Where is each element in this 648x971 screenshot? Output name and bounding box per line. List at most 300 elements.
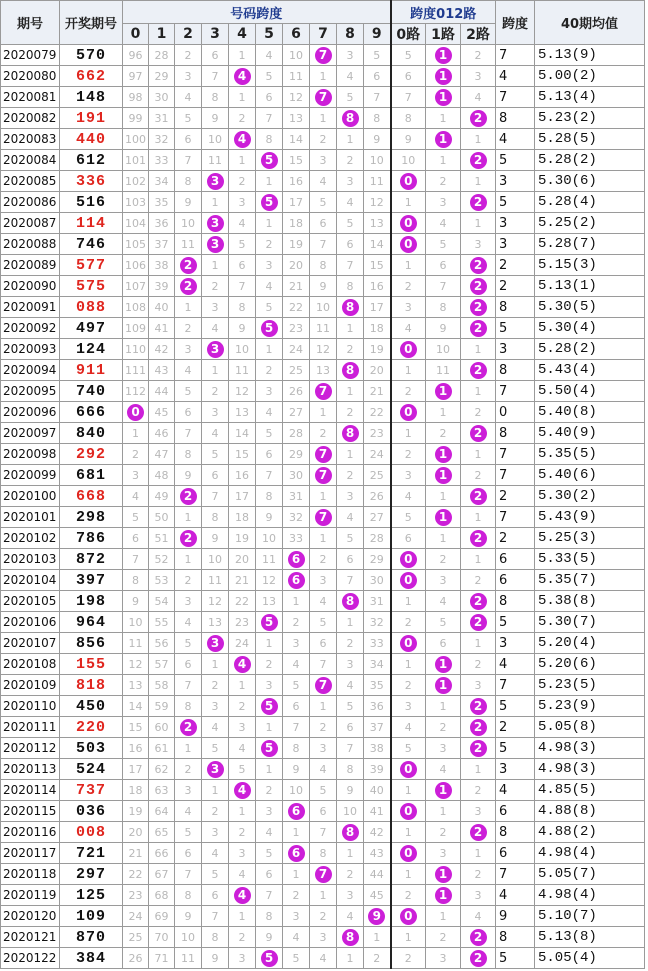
header-digit-9: 9: [364, 24, 391, 45]
span-digit-cell: [149, 696, 175, 717]
span-digit-cell: [283, 444, 310, 465]
span-digit-cell: [256, 528, 283, 549]
period-cell: 2020094: [1, 360, 60, 381]
avg-value-cell: 5.05(7): [535, 864, 645, 885]
draw-number-cell: 681: [60, 465, 123, 486]
route-cell: [391, 423, 426, 444]
span-digit-cell: [175, 213, 202, 234]
span-digit-cell: [229, 864, 256, 885]
omission-count: 5: [265, 69, 273, 83]
omission-count: 1: [346, 447, 354, 461]
route-omission-count: 3: [439, 951, 447, 965]
span-digit-cell: [175, 129, 202, 150]
span-digit-cell: [202, 402, 229, 423]
route-cell: [391, 549, 426, 570]
span-digit-cell: [175, 360, 202, 381]
span-value-cell: 4: [496, 780, 535, 801]
omission-count: 2: [238, 699, 246, 713]
span-digit-cell: [123, 927, 149, 948]
header-digit-6: 6: [283, 24, 310, 45]
span-digit-cell: [256, 633, 283, 654]
omission-count: 2: [319, 909, 327, 923]
span-value-cell: 4: [496, 129, 535, 150]
omission-count: 11: [369, 174, 384, 188]
span-digit-cell: [123, 948, 149, 969]
span-hit-ball: 4: [234, 68, 251, 85]
route-cell: [461, 801, 496, 822]
route-omission-count: 2: [474, 573, 482, 587]
route-hit-ball: 2: [470, 362, 487, 379]
span-digit-cell: [310, 360, 337, 381]
route-hit-ball: 1: [435, 383, 452, 400]
route-hit-ball: 1: [435, 68, 452, 85]
span-digit-cell: [175, 549, 202, 570]
route-cell: [426, 612, 461, 633]
omission-count: 1: [211, 195, 219, 209]
span-digit-cell: [202, 864, 229, 885]
span-digit-cell: [175, 612, 202, 633]
omission-count: 1: [265, 762, 273, 776]
route-cell: [426, 360, 461, 381]
omission-count: 1: [346, 615, 354, 629]
span-digit-cell: [123, 318, 149, 339]
omission-count: 23: [235, 615, 249, 629]
omission-count: 62: [154, 762, 169, 776]
span-digit-cell: [149, 570, 175, 591]
period-cell: 2020088: [1, 234, 60, 255]
route-cell: [391, 171, 426, 192]
span-hit-ball: 5: [261, 614, 278, 631]
span-digit-cell: [283, 927, 310, 948]
route-cell: [426, 129, 461, 150]
span-digit-cell: [364, 801, 391, 822]
omission-count: 9: [265, 930, 273, 944]
table-row: [1, 129, 645, 150]
span-digit-cell: [149, 591, 175, 612]
route-omission-count: 2: [474, 405, 482, 419]
span-digit-cell: [310, 570, 337, 591]
omission-count: 49: [154, 489, 169, 503]
omission-count: 44: [369, 867, 384, 881]
table-row: [1, 87, 645, 108]
span-value-cell: 8: [496, 822, 535, 843]
route-cell: [461, 339, 496, 360]
span-digit-cell: [229, 87, 256, 108]
omission-count: 1: [238, 804, 246, 818]
omission-count: 3: [265, 384, 273, 398]
omission-count: 28: [289, 426, 303, 440]
span-digit-cell: [202, 45, 229, 66]
span-hit-ball: 2: [180, 257, 197, 274]
span-digit-cell: [364, 444, 391, 465]
omission-count: 7: [319, 825, 327, 839]
span-digit-cell: [229, 423, 256, 444]
omission-count: 32: [154, 132, 169, 146]
route-cell: [391, 381, 426, 402]
span-digit-cell: [149, 675, 175, 696]
omission-count: 9: [265, 510, 273, 524]
span-digit-cell: [149, 276, 175, 297]
table-row: [1, 549, 645, 570]
span-digit-cell: [337, 570, 364, 591]
span-digit-cell: [149, 66, 175, 87]
period-cell: 2020106: [1, 612, 60, 633]
span-digit-cell: [229, 759, 256, 780]
period-cell: 2020116: [1, 822, 60, 843]
omission-count: 4: [132, 489, 139, 503]
omission-count: 5: [184, 111, 192, 125]
omission-count: 9: [211, 531, 219, 545]
span-digit-cell: [149, 612, 175, 633]
span-digit-cell: [364, 570, 391, 591]
omission-count: 6: [346, 720, 354, 734]
span-digit-cell: [256, 171, 283, 192]
span-digit-cell: [364, 717, 391, 738]
span-digit-cell: [337, 780, 364, 801]
span-digit-cell: [310, 171, 337, 192]
span-digit-cell: [256, 738, 283, 759]
period-cell: 2020111: [1, 717, 60, 738]
route-omission-count: 4: [404, 489, 412, 503]
route-omission-count: 1: [474, 132, 482, 146]
span-digit-cell: [229, 549, 256, 570]
route-omission-count: 9: [404, 132, 412, 146]
span-digit-cell: [364, 402, 391, 423]
span-hit-ball: 6: [288, 845, 305, 862]
span-digit-cell: [202, 801, 229, 822]
omission-count: 6: [319, 804, 327, 818]
omission-count: 6: [211, 468, 219, 482]
route-cell: [461, 906, 496, 927]
omission-count: 27: [369, 510, 384, 524]
span-digit-cell: [364, 927, 391, 948]
route-hit-ball: 2: [470, 593, 487, 610]
span-digit-cell: [337, 843, 364, 864]
span-digit-cell: [283, 633, 310, 654]
span-digit-cell: [123, 486, 149, 507]
omission-count: 2: [346, 468, 354, 482]
omission-count: 2: [319, 132, 327, 146]
span-digit-cell: [337, 192, 364, 213]
span-digit-cell: [310, 927, 337, 948]
span-digit-cell: [123, 360, 149, 381]
omission-count: 7: [319, 657, 327, 671]
span-digit-cell: [256, 486, 283, 507]
span-digit-cell: [364, 696, 391, 717]
omission-count: 7: [184, 867, 192, 881]
route-hit-ball: 0: [400, 803, 417, 820]
span-hit-ball: 4: [234, 131, 251, 148]
span-digit-cell: [256, 801, 283, 822]
omission-count: 13: [316, 363, 330, 377]
span-digit-cell: [202, 213, 229, 234]
omission-count: 1: [238, 909, 246, 923]
span-value-cell: 9: [496, 906, 535, 927]
omission-count: 36: [369, 699, 384, 713]
avg-value-cell: 5.40(9): [535, 423, 645, 444]
span-digit-cell: [175, 318, 202, 339]
span-digit-cell: [310, 297, 337, 318]
omission-count: 8: [346, 762, 354, 776]
omission-count: 4: [319, 594, 327, 608]
omission-count: 31: [154, 111, 169, 125]
route-omission-count: 6: [404, 69, 412, 83]
span-hit-ball: 9: [368, 908, 385, 925]
span-digit-cell: [175, 297, 202, 318]
span-hit-ball: 7: [315, 467, 332, 484]
span-digit-cell: [283, 297, 310, 318]
omission-count: 19: [235, 531, 249, 545]
span-digit-cell: [364, 276, 391, 297]
draw-number-cell: 740: [60, 381, 123, 402]
route-hit-ball: 2: [470, 299, 487, 316]
span-digit-cell: [123, 759, 149, 780]
span-digit-cell: [364, 843, 391, 864]
route-omission-count: 1: [474, 636, 482, 650]
span-digit-cell: [229, 906, 256, 927]
span-digit-cell: [283, 318, 310, 339]
route-cell: [426, 339, 461, 360]
span-digit-cell: [175, 339, 202, 360]
span-digit-cell: [202, 822, 229, 843]
route-cell: [426, 717, 461, 738]
omission-count: 19: [289, 237, 303, 251]
omission-count: 16: [128, 741, 143, 755]
omission-count: 10: [208, 552, 222, 566]
span-digit-cell: [202, 129, 229, 150]
omission-count: 12: [128, 657, 143, 671]
omission-count: 7: [265, 111, 273, 125]
span-digit-cell: [175, 738, 202, 759]
omission-count: 3: [292, 636, 300, 650]
draw-number-cell: 125: [60, 885, 123, 906]
route-cell: [391, 339, 426, 360]
omission-count: 7: [265, 888, 273, 902]
span-digit-cell: [123, 675, 149, 696]
span-digit-cell: [310, 654, 337, 675]
omission-count: 1: [265, 342, 273, 356]
span-digit-cell: [175, 276, 202, 297]
span-digit-cell: [123, 654, 149, 675]
omission-count: 22: [289, 300, 303, 314]
omission-count: 25: [289, 363, 303, 377]
avg-value-cell: 5.43(9): [535, 507, 645, 528]
route-omission-count: 2: [404, 615, 412, 629]
omission-count: 7: [292, 720, 300, 734]
omission-count: 55: [154, 615, 169, 629]
span-digit-cell: [364, 87, 391, 108]
span-digit-cell: [337, 381, 364, 402]
omission-count: 4: [265, 48, 273, 62]
span-digit-cell: [175, 780, 202, 801]
route-omission-count: 1: [404, 867, 412, 881]
span-digit-cell: [175, 465, 202, 486]
omission-count: 56: [154, 636, 169, 650]
span-digit-cell: [337, 486, 364, 507]
omission-count: 9: [184, 195, 192, 209]
omission-count: 14: [128, 699, 143, 713]
route-omission-count: 8: [404, 111, 412, 125]
route-hit-ball: 0: [400, 215, 417, 232]
draw-number-cell: 721: [60, 843, 123, 864]
span-digit-cell: [202, 318, 229, 339]
table-row: [1, 192, 645, 213]
omission-count: 6: [346, 237, 354, 251]
omission-count: 32: [369, 615, 384, 629]
omission-count: 7: [346, 573, 354, 587]
omission-count: 53: [154, 573, 169, 587]
span-digit-cell: [364, 381, 391, 402]
omission-count: 1: [238, 153, 246, 167]
span-hit-ball: 5: [261, 194, 278, 211]
span-value-cell: 5: [496, 318, 535, 339]
table-row: [1, 255, 645, 276]
span-digit-cell: [123, 507, 149, 528]
omission-count: 6: [265, 90, 273, 104]
span-digit-cell: [337, 66, 364, 87]
span-hit-ball: 6: [288, 572, 305, 589]
omission-count: 13: [208, 615, 222, 629]
span-hit-ball: 6: [288, 803, 305, 820]
omission-count: 4: [346, 510, 354, 524]
omission-count: 6: [184, 846, 192, 860]
omission-count: 3: [184, 783, 192, 797]
span-digit-cell: [310, 486, 337, 507]
omission-count: 2: [265, 363, 273, 377]
omission-count: 61: [154, 741, 169, 755]
draw-number-cell: 737: [60, 780, 123, 801]
omission-count: 8: [132, 573, 139, 587]
span-digit-cell: [283, 381, 310, 402]
route-hit-ball: 0: [400, 761, 417, 778]
omission-count: 1: [346, 846, 354, 860]
span-digit-cell: [364, 591, 391, 612]
route-omission-count: 4: [439, 762, 447, 776]
omission-count: 10: [181, 930, 195, 944]
span-digit-cell: [123, 570, 149, 591]
route-omission-count: 1: [474, 447, 482, 461]
span-digit-cell: [149, 213, 175, 234]
span-value-cell: 7: [496, 507, 535, 528]
omission-count: 5: [184, 384, 192, 398]
omission-count: 4: [211, 846, 219, 860]
span-digit-cell: [202, 87, 229, 108]
span-digit-cell: [175, 885, 202, 906]
avg-value-cell: 5.28(7): [535, 234, 645, 255]
span-value-cell: 8: [496, 297, 535, 318]
span-digit-cell: [202, 717, 229, 738]
omission-count: 4: [346, 678, 354, 692]
span-digit-cell: [337, 549, 364, 570]
route-hit-ball: 2: [470, 740, 487, 757]
omission-count: 6: [373, 69, 381, 83]
route-cell: [426, 276, 461, 297]
table-row: [1, 360, 645, 381]
span-digit-cell: [123, 822, 149, 843]
omission-count: 47: [154, 447, 169, 461]
omission-count: 6: [346, 552, 354, 566]
period-cell: 2020089: [1, 255, 60, 276]
header-avg: 40期均值: [535, 1, 645, 45]
omission-count: 4: [319, 762, 327, 776]
route-omission-count: 3: [439, 195, 447, 209]
span-digit-cell: [310, 129, 337, 150]
omission-count: 22: [128, 867, 143, 881]
route-omission-count: 3: [439, 741, 447, 755]
route-omission-count: 2: [404, 888, 412, 902]
route-cell: [426, 423, 461, 444]
route-omission-count: 2: [439, 825, 447, 839]
omission-count: 2: [132, 447, 139, 461]
span-digit-cell: [364, 885, 391, 906]
span-digit-cell: [256, 843, 283, 864]
omission-count: 3: [292, 909, 300, 923]
span-value-cell: 4: [496, 66, 535, 87]
omission-count: 6: [132, 531, 139, 545]
span-digit-cell: [229, 360, 256, 381]
span-digit-cell: [310, 402, 337, 423]
span-digit-cell: [337, 402, 364, 423]
span-digit-cell: [364, 528, 391, 549]
route-cell: [391, 150, 426, 171]
omission-count: 1: [184, 741, 192, 755]
route-cell: [461, 738, 496, 759]
span-hit-ball: 5: [261, 152, 278, 169]
span-digit-cell: [149, 108, 175, 129]
omission-count: 3: [184, 69, 192, 83]
span-digit-cell: [149, 192, 175, 213]
omission-count: 11: [262, 552, 276, 566]
span-digit-cell: [364, 318, 391, 339]
route-cell: [391, 465, 426, 486]
route-omission-count: 1: [439, 153, 447, 167]
omission-count: 3: [319, 573, 327, 587]
omission-count: 8: [319, 258, 327, 272]
route-cell: [461, 129, 496, 150]
table-row: [1, 297, 645, 318]
span-digit-cell: [202, 150, 229, 171]
span-digit-cell: [123, 864, 149, 885]
span-digit-cell: [175, 864, 202, 885]
omission-count: 5: [184, 825, 192, 839]
omission-count: 30: [289, 468, 303, 482]
draw-number-cell: 336: [60, 171, 123, 192]
table-row: [1, 843, 645, 864]
draw-number-cell: 840: [60, 423, 123, 444]
omission-count: 64: [154, 804, 169, 818]
header-digit-3: 3: [202, 24, 229, 45]
span-value-cell: 3: [496, 213, 535, 234]
route-cell: [426, 675, 461, 696]
route-cell: [391, 507, 426, 528]
span-digit-cell: [283, 549, 310, 570]
omission-count: 3: [211, 699, 219, 713]
span-digit-cell: [337, 759, 364, 780]
span-hit-ball: 5: [261, 740, 278, 757]
period-cell: 2020081: [1, 87, 60, 108]
span-digit-cell: [283, 45, 310, 66]
period-cell: 2020086: [1, 192, 60, 213]
span-digit-cell: [229, 654, 256, 675]
span-digit-cell: [283, 570, 310, 591]
span-hit-ball: 8: [342, 110, 359, 127]
span-hit-ball: 2: [180, 530, 197, 547]
omission-count: 5: [292, 951, 300, 965]
span-digit-cell: [310, 906, 337, 927]
route-cell: [391, 843, 426, 864]
route-hit-ball: 2: [470, 929, 487, 946]
span-digit-cell: [123, 129, 149, 150]
